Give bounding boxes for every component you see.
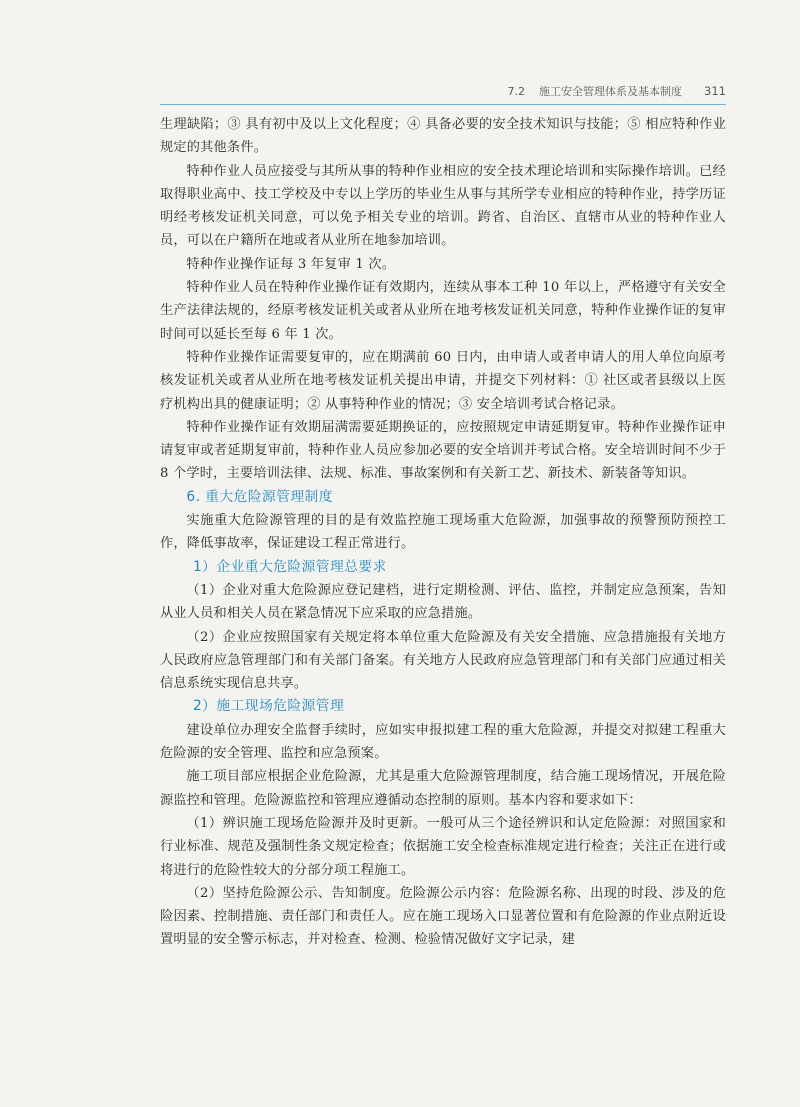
paragraph-review-period: 特种作业操作证每 3 年复审 1 次。 <box>186 256 396 272</box>
list-item: （1）企业对重大危险源应登记建档，进行定期检测、评估、监控，并制定应急预案，告知从业人员和相关人员在紧急情况下应采取的应急措施。 <box>160 582 726 622</box>
paragraph-training: 特种作业人员应接受与其所从事的特种作业相应的安全技术理论培训和实际操作培训。已经取得职业高中、技工学校及中专以上学历的毕业生从事与其所学专业相应的特种作业，持学历证明经考核发证机关同意，可以免予相关专业的培训。跨省、自治区、直辖市从业的特种作业人员，可以在户籍所在地或者从业所在地参加培训。 <box>160 163 726 249</box>
subheading-enterprise: 1）企业重大危险源管理总要求 <box>193 558 387 575</box>
paragraph-renewal: 特种作业操作证有效期届满需要延期换证的，应按照规定申请延期复审。特种作业操作证申请复审或者延期复审前，特种作业人员应参加必要的安全培训并考试合格。安全培训时间不少于 8 个学时，主要培训法律、法规、标准、事故案例和有关新工艺、新技术、新装备等知识。 <box>160 419 726 482</box>
page-body <box>160 113 726 952</box>
section-heading-hazard: 6. 重大危险源管理制度 <box>186 488 333 505</box>
header-rule <box>160 104 726 105</box>
paragraph-site-monitoring: 施工项目部应根据企业危险源，尤其是重大危险源管理制度，结合施工现场情况，开展危险源监控和管理。危险源监控和管理应遵循动态控制的原则。基本内容和要求如下： <box>160 769 726 808</box>
paragraph-hazard-purpose: 实施重大危险源管理的目的是有效监控施工现场重大危险源，加强事故的预警预防预控工作，降低事故率，保证建设工程正常进行。 <box>160 513 726 552</box>
list-item: （2）企业应按照国家有关规定将本单位重大危险源及有关安全措施、应急措施报有关地方人民政府应急管理部门和有关部门备案。有关地方人民政府应急管理部门和有关部门应通过相关信息系统实现信息共享。 <box>160 629 726 692</box>
paragraph-continued: 生理缺陷；③ 具有初中及以上文化程度；④ 具备必要的安全技术知识与技能；⑤ 相应特种作业规定的其他条件。 <box>160 117 726 156</box>
page-number: 311 <box>704 84 726 98</box>
running-header <box>160 80 726 102</box>
subheading-site: 2）施工现场危险源管理 <box>193 698 345 715</box>
list-item: （2）坚持危险源公示、告知制度。危险源公示内容：危险源名称、出现的时段、涉及的危险因素、控制措施、责任部门和责任人。应在施工现场入口显著位置和有危险源的作业点附近设置明显的安全警示标志，并对检查、检测、检验情况做好文字记录，建 <box>160 885 726 948</box>
section-number: 7.2 <box>507 84 526 98</box>
list-item: （1）辨识施工现场危险源并及时更新。一般可从三个途径辨识和认定危险源：对照国家和行业标准、规范及强制性条文规定检查；依据施工安全检查标准规定进行检查；关注正在进行或将进行的危险性较大的分部分项工程施工。 <box>160 815 726 878</box>
paragraph-review-application: 特种作业操作证需要复审的，应在期满前 60 日内，由申请人或者申请人的用人单位向原考核发证机关或者从业所在地考核发证机关提出申请，并提交下列材料：① 社区或者县级以上医疗机构出具的健康证明；② 从事特种作业的情况；③ 安全培训考试合格记录。 <box>160 349 726 412</box>
paragraph-site-declaration: 建设单位办理安全监督手续时，应如实申报拟建工程的重大危险源，并提交对拟建工程重大危险源的安全管理、监控和应急预案。 <box>160 722 726 762</box>
section-title: 施工安全管理体系及基本制度 <box>539 85 683 98</box>
paragraph-review-extension: 特种作业人员在特种作业操作证有效期内，连续从事本工种 10 年以上，严格遵守有关安全生产法律法规的，经原考核发证机关或者从业所在地考核发证机关同意，特种作业操作证的复审时间可以延长至每 6 年 1 次。 <box>160 280 726 342</box>
